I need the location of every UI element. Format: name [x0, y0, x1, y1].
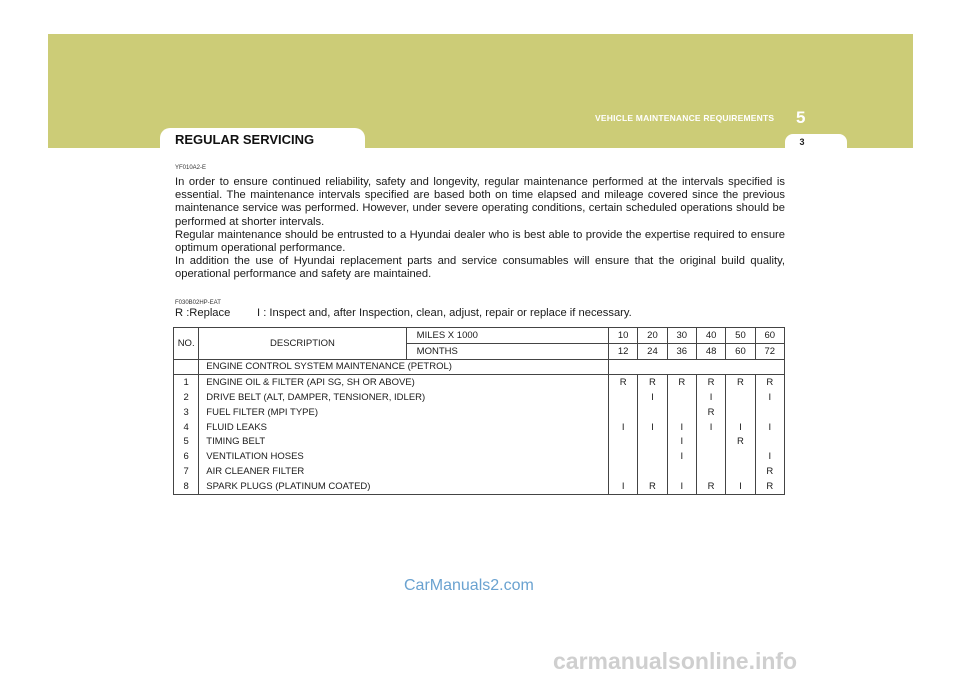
maintenance-schedule-table	[173, 327, 785, 495]
row-description: ENGINE OIL & FILTER (API SG, SH OR ABOVE)	[199, 375, 609, 390]
months-label: MONTHS	[406, 343, 608, 359]
schedule-cell: I	[755, 420, 784, 435]
schedule-cell: R	[755, 375, 784, 390]
schedule-cell: R	[696, 479, 725, 494]
intro-code: YF010A2-E	[175, 165, 207, 171]
schedule-cell	[726, 405, 755, 420]
schedule-cell	[608, 390, 637, 405]
legend	[175, 307, 632, 319]
schedule-cell: R	[755, 479, 784, 494]
legend-code: F030B02HP-EAT	[175, 300, 221, 306]
table-header-row	[174, 328, 785, 344]
schedule-cell: I	[726, 420, 755, 435]
row-number: 4	[174, 420, 199, 435]
schedule-cell: I	[696, 390, 725, 405]
row-description: TIMING BELT	[199, 435, 609, 450]
row-description: FLUID LEAKS	[199, 420, 609, 435]
row-number: 7	[174, 464, 199, 479]
schedule-cell: R	[696, 405, 725, 420]
miles-label: MILES X 1000	[406, 328, 608, 344]
schedule-cell	[696, 435, 725, 450]
schedule-cell: I	[667, 435, 696, 450]
row-description: SPARK PLUGS (PLATINUM COATED)	[199, 479, 609, 494]
description-header: DESCRIPTION	[199, 328, 406, 360]
table-row	[174, 464, 785, 479]
schedule-cell: R	[667, 375, 696, 390]
schedule-cell: I	[638, 390, 667, 405]
group-title: ENGINE CONTROL SYSTEM MAINTENANCE (PETROL)	[199, 359, 609, 375]
row-number: 1	[174, 375, 199, 390]
table-row	[174, 479, 785, 494]
group-row	[174, 359, 785, 375]
schedule-cell: R	[726, 435, 755, 450]
schedule-cell	[608, 449, 637, 464]
schedule-cell	[726, 449, 755, 464]
legend-inspect: I : Inspect and, after Inspection, clean, adjust, repair or replace if necessary.	[257, 307, 632, 319]
table-row	[174, 390, 785, 405]
page-title: REGULAR SERVICING	[175, 132, 315, 147]
schedule-cell: R	[638, 375, 667, 390]
miles-cell: 10	[608, 328, 637, 344]
schedule-cell: I	[667, 449, 696, 464]
row-description: VENTILATION HOSES	[199, 449, 609, 464]
intro-text	[175, 176, 785, 282]
schedule-cell: R	[696, 375, 725, 390]
schedule-cell: I	[755, 449, 784, 464]
no-header: NO.	[174, 328, 199, 360]
chapter-number: 5	[796, 108, 806, 127]
page-number: 3	[799, 137, 805, 147]
months-cell: 12	[608, 343, 637, 359]
schedule-cell	[608, 405, 637, 420]
miles-cell: 50	[726, 328, 755, 344]
schedule-cell	[608, 464, 637, 479]
watermark-link[interactable]: CarManuals2.com	[404, 577, 534, 594]
schedule-cell	[608, 435, 637, 450]
months-cell: 72	[755, 343, 784, 359]
schedule-cell: I	[608, 420, 637, 435]
months-cell: 24	[638, 343, 667, 359]
schedule-cell	[696, 449, 725, 464]
schedule-cell: I	[755, 390, 784, 405]
row-number: 6	[174, 449, 199, 464]
schedule-cell	[638, 435, 667, 450]
row-description: FUEL FILTER (MPI TYPE)	[199, 405, 609, 420]
schedule-cell: I	[726, 479, 755, 494]
schedule-cell: R	[726, 375, 755, 390]
table-row	[174, 420, 785, 435]
row-description: DRIVE BELT (ALT, DAMPER, TENSIONER, IDLER)	[199, 390, 609, 405]
schedule-cell: I	[667, 420, 696, 435]
footer-watermark: carmanualsonline.info	[553, 648, 798, 674]
schedule-cell	[667, 464, 696, 479]
table-row	[174, 449, 785, 464]
legend-replace: R :Replace	[175, 307, 231, 319]
schedule-cell: I	[696, 420, 725, 435]
schedule-cell: R	[608, 375, 637, 390]
schedule-cell	[638, 405, 667, 420]
schedule-cell	[726, 390, 755, 405]
schedule-cell	[696, 464, 725, 479]
row-number: 2	[174, 390, 199, 405]
miles-cell: 60	[755, 328, 784, 344]
months-cell: 48	[696, 343, 725, 359]
section-label: VEHICLE MAINTENANCE REQUIREMENTS	[595, 113, 775, 123]
intro-paragraph-3: In addition the use of Hyundai replacement parts and service consumables will ensure that the original build quality, operational performance and safety are maintained.	[175, 255, 785, 281]
schedule-cell: I	[608, 479, 637, 494]
schedule-cell	[638, 464, 667, 479]
miles-cell: 20	[638, 328, 667, 344]
row-description: AIR CLEANER FILTER	[199, 464, 609, 479]
schedule-cell	[667, 405, 696, 420]
miles-cell: 40	[696, 328, 725, 344]
schedule-cell: R	[755, 464, 784, 479]
schedule-cell: I	[667, 479, 696, 494]
row-number: 5	[174, 435, 199, 450]
schedule-cell: I	[638, 420, 667, 435]
months-cell: 60	[726, 343, 755, 359]
schedule-cell	[755, 435, 784, 450]
schedule-cell	[755, 405, 784, 420]
table-row	[174, 435, 785, 450]
schedule-cell	[726, 464, 755, 479]
row-number: 8	[174, 479, 199, 494]
schedule-cell	[638, 449, 667, 464]
intro-paragraph-1: In order to ensure continued reliability, safety and longevity, regular maintenance performed at the intervals specified is essential. The maintenance intervals specified are based both on time elapsed and mileage covered since the previous maintenance service was performed. However, under severe operating conditions, certain scheduled operations should be performed at shorter intervals.	[175, 176, 785, 228]
table-row	[174, 405, 785, 420]
schedule-cell: R	[638, 479, 667, 494]
table-row	[174, 375, 785, 390]
schedule-cell	[667, 390, 696, 405]
intro-paragraph-2: Regular maintenance should be entrusted to a Hyundai dealer who is best able to provide the expertise required to ensure optimum operational performance.	[175, 228, 785, 255]
months-cell: 36	[667, 343, 696, 359]
row-number: 3	[174, 405, 199, 420]
miles-cell: 30	[667, 328, 696, 344]
